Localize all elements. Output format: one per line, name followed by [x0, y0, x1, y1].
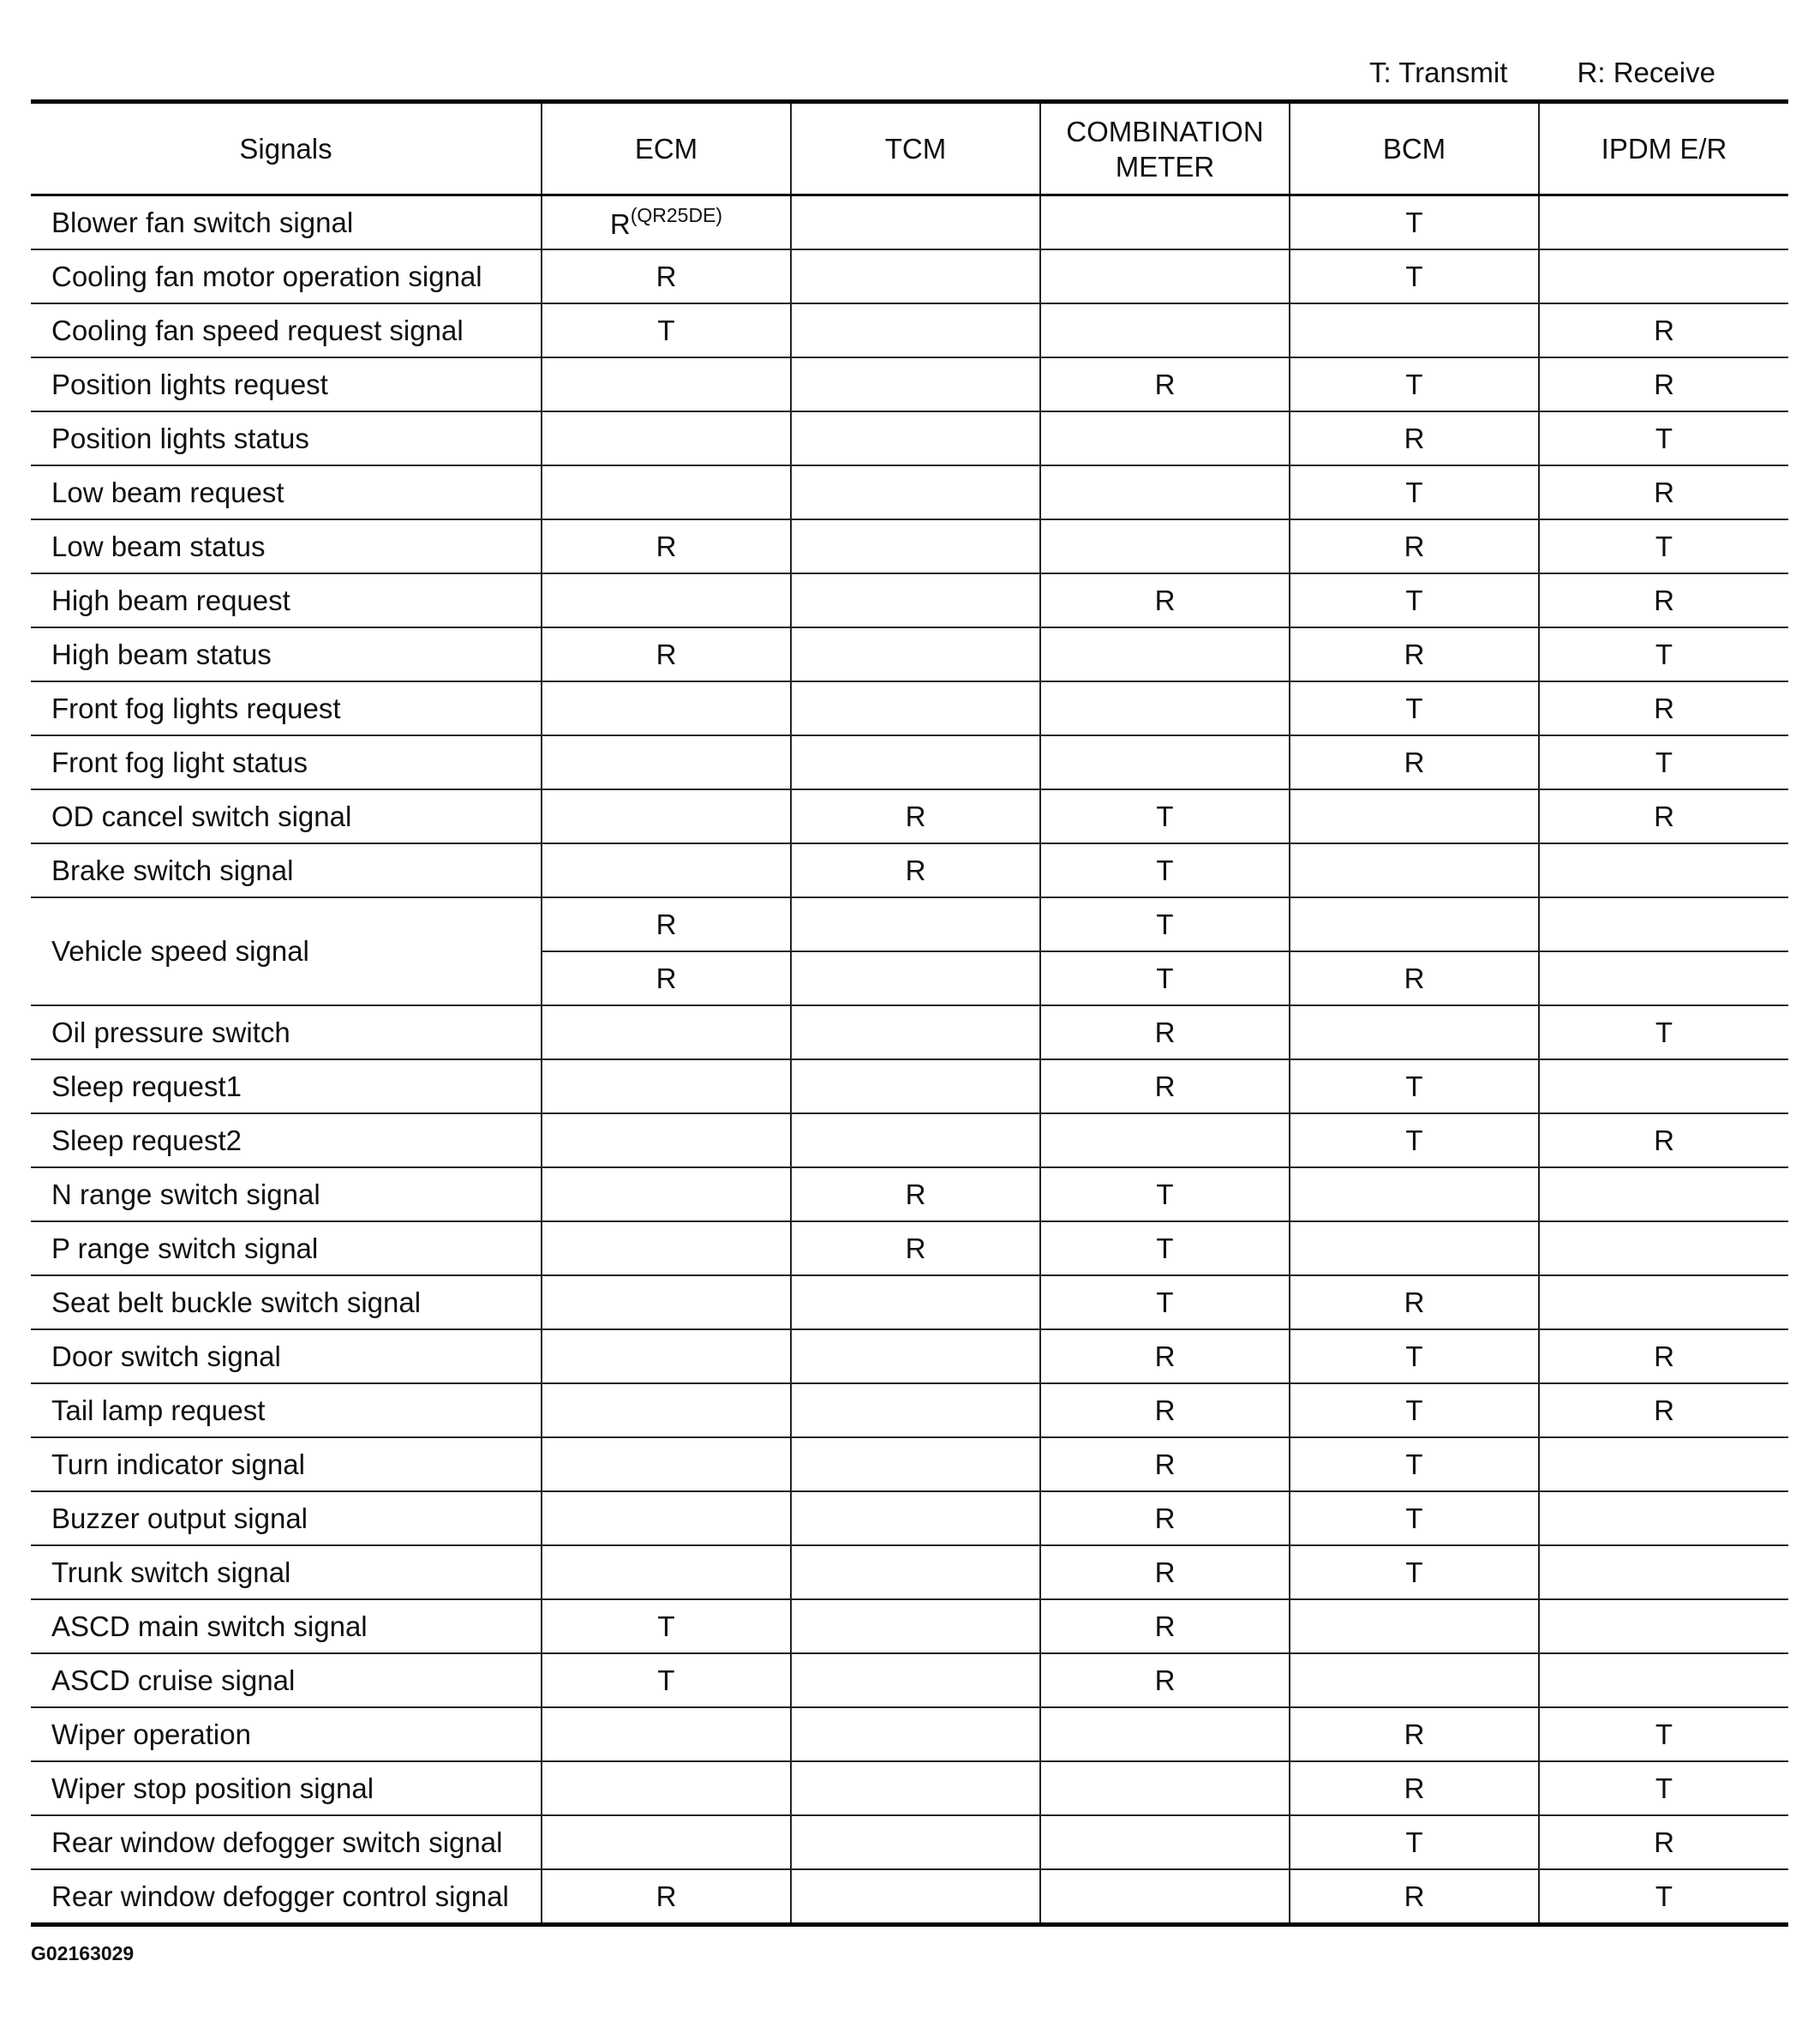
ipdm-cell: R — [1539, 303, 1788, 357]
bcm-cell: R — [1290, 735, 1539, 789]
table-row — [31, 735, 1788, 789]
tcm-cell — [791, 1059, 1040, 1113]
meter-cell — [1040, 1707, 1290, 1761]
ecm-cell — [542, 1167, 791, 1221]
ecm-cell — [542, 1221, 791, 1275]
table-row — [31, 897, 1788, 951]
ipdm-cell: T — [1539, 735, 1788, 789]
table-row — [31, 465, 1788, 519]
meter-cell — [1040, 1761, 1290, 1815]
tcm-cell — [791, 735, 1040, 789]
meter-cell — [1040, 195, 1290, 250]
tcm-cell — [791, 681, 1040, 735]
signal-name: Front fog lights request — [31, 681, 542, 735]
ecm-cell — [542, 1815, 791, 1869]
signal-name: Trunk switch signal — [31, 1545, 542, 1599]
bcm-cell: T — [1290, 681, 1539, 735]
signal-name: ASCD cruise signal — [31, 1653, 542, 1707]
meter-cell: R — [1040, 1653, 1290, 1707]
ecm-cell: R — [542, 951, 791, 1005]
signal-name: High beam request — [31, 573, 542, 627]
tcm-cell — [791, 465, 1040, 519]
bcm-cell — [1290, 1221, 1539, 1275]
bcm-cell: T — [1290, 573, 1539, 627]
bcm-cell — [1290, 303, 1539, 357]
signal-name: Turn indicator signal — [31, 1437, 542, 1491]
ecm-cell — [542, 735, 791, 789]
ipdm-cell — [1539, 897, 1788, 951]
tcm-cell — [791, 357, 1040, 411]
bcm-cell: R — [1290, 951, 1539, 1005]
ecm-cell: R — [542, 627, 791, 681]
bcm-cell: T — [1290, 249, 1539, 303]
meter-cell — [1040, 681, 1290, 735]
ecm-cell — [542, 1383, 791, 1437]
tcm-cell — [791, 1437, 1040, 1491]
meter-cell: T — [1040, 1221, 1290, 1275]
signal-name: Rear window defogger switch signal — [31, 1815, 542, 1869]
meter-cell: R — [1040, 1545, 1290, 1599]
ecm-cell: T — [542, 303, 791, 357]
meter-cell — [1040, 1869, 1290, 1925]
ipdm-cell: R — [1539, 1383, 1788, 1437]
ecm-cell — [542, 1491, 791, 1545]
table-row — [31, 303, 1788, 357]
ipdm-cell: T — [1539, 1761, 1788, 1815]
ecm-cell: T — [542, 1653, 791, 1707]
ipdm-cell — [1539, 1167, 1788, 1221]
table-row — [31, 195, 1788, 250]
header-bcm: BCM — [1290, 102, 1539, 195]
tcm-cell: R — [791, 843, 1040, 897]
can-signal-table — [31, 99, 1788, 1927]
header-ipdm: IPDM E/R — [1539, 102, 1788, 195]
meter-cell: R — [1040, 1383, 1290, 1437]
tcm-cell: R — [791, 789, 1040, 843]
table-row — [31, 1545, 1788, 1599]
ipdm-cell — [1539, 249, 1788, 303]
meter-cell: R — [1040, 573, 1290, 627]
meter-cell — [1040, 303, 1290, 357]
table-header-row — [31, 102, 1788, 195]
tcm-cell — [791, 1599, 1040, 1653]
meter-cell — [1040, 519, 1290, 573]
ipdm-cell — [1539, 1545, 1788, 1599]
table-row — [31, 1815, 1788, 1869]
tcm-cell: R — [791, 1167, 1040, 1221]
tcm-cell — [791, 411, 1040, 465]
header-tcm: TCM — [791, 102, 1040, 195]
ipdm-cell — [1539, 1221, 1788, 1275]
tcm-cell — [791, 897, 1040, 951]
table-row — [31, 249, 1788, 303]
ipdm-cell — [1539, 1059, 1788, 1113]
ipdm-cell: T — [1539, 519, 1788, 573]
ecm-cell — [542, 411, 791, 465]
ecm-cell: T — [542, 1599, 791, 1653]
tcm-cell — [791, 1545, 1040, 1599]
meter-cell — [1040, 627, 1290, 681]
tcm-cell — [791, 1329, 1040, 1383]
ecm-cell — [542, 681, 791, 735]
meter-cell — [1040, 1815, 1290, 1869]
header-meter-line2: METER — [1115, 150, 1215, 183]
table-row — [31, 1275, 1788, 1329]
ecm-cell: R — [542, 1869, 791, 1925]
tcm-cell — [791, 573, 1040, 627]
table-row — [31, 1437, 1788, 1491]
signal-name: OD cancel switch signal — [31, 789, 542, 843]
bcm-cell — [1290, 1653, 1539, 1707]
ecm-cell — [542, 1437, 791, 1491]
ipdm-cell: T — [1539, 1005, 1788, 1059]
signal-name: Front fog light status — [31, 735, 542, 789]
meter-cell — [1040, 1113, 1290, 1167]
signal-name: Buzzer output signal — [31, 1491, 542, 1545]
signal-name: Seat belt buckle switch signal — [31, 1275, 542, 1329]
meter-cell: R — [1040, 1329, 1290, 1383]
ecm-value: R — [609, 208, 631, 240]
tcm-cell — [791, 519, 1040, 573]
meter-cell: R — [1040, 1437, 1290, 1491]
ecm-cell — [542, 1275, 791, 1329]
bcm-cell — [1290, 843, 1539, 897]
bcm-cell: T — [1290, 1113, 1539, 1167]
ipdm-cell: R — [1539, 789, 1788, 843]
meter-cell: R — [1040, 1599, 1290, 1653]
figure-id: G02163029 — [31, 1942, 135, 1964]
bcm-cell: T — [1290, 1059, 1539, 1113]
ipdm-cell — [1539, 195, 1788, 250]
signal-name: Cooling fan speed request signal — [31, 303, 542, 357]
signal-name: Wiper stop position signal — [31, 1761, 542, 1815]
ipdm-cell: R — [1539, 1329, 1788, 1383]
tcm-cell — [791, 1275, 1040, 1329]
ipdm-cell — [1539, 843, 1788, 897]
signal-name: Oil pressure switch — [31, 1005, 542, 1059]
ipdm-cell — [1539, 1653, 1788, 1707]
signal-name: Rear window defogger control signal — [31, 1869, 542, 1925]
meter-cell: T — [1040, 897, 1290, 951]
legend-receive: R: Receive — [1577, 57, 1715, 88]
table-row — [31, 573, 1788, 627]
signal-name: High beam status — [31, 627, 542, 681]
bcm-cell: T — [1290, 357, 1539, 411]
bcm-cell: T — [1290, 1329, 1539, 1383]
bcm-cell — [1290, 897, 1539, 951]
bcm-cell: T — [1290, 195, 1539, 250]
ipdm-cell — [1539, 1437, 1788, 1491]
table-row — [31, 1491, 1788, 1545]
signal-name: Tail lamp request — [31, 1383, 542, 1437]
bcm-cell — [1290, 1599, 1539, 1653]
meter-cell — [1040, 735, 1290, 789]
meter-cell — [1040, 249, 1290, 303]
tcm-cell — [791, 951, 1040, 1005]
bcm-cell: T — [1290, 1491, 1539, 1545]
meter-cell: T — [1040, 1167, 1290, 1221]
signal-name: Low beam request — [31, 465, 542, 519]
bcm-cell: R — [1290, 1275, 1539, 1329]
tcm-cell — [791, 1653, 1040, 1707]
ipdm-cell: T — [1539, 1707, 1788, 1761]
signal-name: Vehicle speed signal — [31, 897, 542, 1005]
table-row — [31, 1329, 1788, 1383]
table-row — [31, 1869, 1788, 1925]
tcm-cell — [791, 1383, 1040, 1437]
bcm-cell: T — [1290, 1383, 1539, 1437]
signal-name: Cooling fan motor operation signal — [31, 249, 542, 303]
table-row — [31, 1113, 1788, 1167]
ecm-cell — [542, 573, 791, 627]
tcm-cell — [791, 1869, 1040, 1925]
table-row — [31, 1599, 1788, 1653]
ipdm-cell: R — [1539, 465, 1788, 519]
ipdm-cell: R — [1539, 357, 1788, 411]
meter-cell: T — [1040, 843, 1290, 897]
ipdm-cell — [1539, 951, 1788, 1005]
header-combination-meter — [1040, 102, 1290, 195]
bcm-cell — [1290, 1167, 1539, 1221]
table-row — [31, 1761, 1788, 1815]
ipdm-cell — [1539, 1599, 1788, 1653]
ipdm-cell: T — [1539, 627, 1788, 681]
bcm-cell: T — [1290, 1815, 1539, 1869]
ecm-cell — [542, 1005, 791, 1059]
table-row — [31, 1221, 1788, 1275]
signal-name: Low beam status — [31, 519, 542, 573]
bcm-cell: T — [1290, 1545, 1539, 1599]
signal-name: Sleep request2 — [31, 1113, 542, 1167]
signal-name: Position lights request — [31, 357, 542, 411]
ecm-cell — [542, 1545, 791, 1599]
ipdm-cell: R — [1539, 573, 1788, 627]
bcm-cell — [1290, 1005, 1539, 1059]
table-row — [31, 627, 1788, 681]
header-meter-line1: COMBINATION — [1066, 115, 1264, 147]
tcm-cell — [791, 1491, 1040, 1545]
ecm-cell — [542, 1059, 791, 1113]
legend-transmit: T: Transmit — [1369, 57, 1508, 88]
signal-name: Sleep request1 — [31, 1059, 542, 1113]
ecm-cell — [542, 1329, 791, 1383]
meter-cell — [1040, 465, 1290, 519]
tcm-cell — [791, 249, 1040, 303]
tcm-cell: R — [791, 1221, 1040, 1275]
bcm-cell: T — [1290, 1437, 1539, 1491]
meter-cell: R — [1040, 1059, 1290, 1113]
meter-cell: R — [1040, 1005, 1290, 1059]
tcm-cell — [791, 1005, 1040, 1059]
signal-name: P range switch signal — [31, 1221, 542, 1275]
meter-cell: T — [1040, 789, 1290, 843]
signal-name: Position lights status — [31, 411, 542, 465]
table-row — [31, 1383, 1788, 1437]
ipdm-cell: R — [1539, 1815, 1788, 1869]
ecm-cell — [542, 465, 791, 519]
table-row — [31, 519, 1788, 573]
ipdm-cell — [1539, 1491, 1788, 1545]
meter-cell: T — [1040, 1275, 1290, 1329]
ecm-cell: R — [542, 249, 791, 303]
ecm-cell — [542, 1761, 791, 1815]
table-row — [31, 789, 1788, 843]
signal-name: Blower fan switch signal — [31, 195, 542, 250]
bcm-cell: R — [1290, 411, 1539, 465]
table-row — [31, 1707, 1788, 1761]
ecm-cell: R — [542, 519, 791, 573]
table-row — [31, 1059, 1788, 1113]
meter-cell — [1040, 411, 1290, 465]
tcm-cell — [791, 1815, 1040, 1869]
table-row — [31, 357, 1788, 411]
legend — [1369, 57, 1715, 89]
ipdm-cell: R — [1539, 1113, 1788, 1167]
ipdm-cell: T — [1539, 1869, 1788, 1925]
tcm-cell — [791, 627, 1040, 681]
header-ecm: ECM — [542, 102, 791, 195]
ipdm-cell — [1539, 1275, 1788, 1329]
tcm-cell — [791, 1761, 1040, 1815]
header-signals: Signals — [31, 102, 542, 195]
tcm-cell — [791, 1707, 1040, 1761]
tcm-cell — [791, 195, 1040, 250]
table-row — [31, 411, 1788, 465]
table-row — [31, 1167, 1788, 1221]
ecm-cell — [542, 1113, 791, 1167]
signal-name: Wiper operation — [31, 1707, 542, 1761]
tcm-cell — [791, 303, 1040, 357]
ecm-cell — [542, 195, 791, 250]
table-row — [31, 1653, 1788, 1707]
signal-name: Door switch signal — [31, 1329, 542, 1383]
meter-cell: T — [1040, 951, 1290, 1005]
bcm-cell: R — [1290, 1707, 1539, 1761]
bcm-cell: T — [1290, 465, 1539, 519]
signal-name: ASCD main switch signal — [31, 1599, 542, 1653]
table-row — [31, 1005, 1788, 1059]
ecm-cell — [542, 357, 791, 411]
table-row — [31, 843, 1788, 897]
ecm-cell — [542, 843, 791, 897]
ipdm-cell: R — [1539, 681, 1788, 735]
ecm-cell: R — [542, 897, 791, 951]
signal-name: N range switch signal — [31, 1167, 542, 1221]
bcm-cell — [1290, 789, 1539, 843]
ecm-cell — [542, 789, 791, 843]
ipdm-cell: T — [1539, 411, 1788, 465]
bcm-cell: R — [1290, 1761, 1539, 1815]
meter-cell: R — [1040, 1491, 1290, 1545]
meter-cell: R — [1040, 357, 1290, 411]
ecm-variant-note: (QR25DE) — [630, 204, 723, 226]
tcm-cell — [791, 1113, 1040, 1167]
ecm-cell — [542, 1707, 791, 1761]
bcm-cell: R — [1290, 519, 1539, 573]
signal-name: Brake switch signal — [31, 843, 542, 897]
bcm-cell: R — [1290, 1869, 1539, 1925]
table-row — [31, 681, 1788, 735]
bcm-cell: R — [1290, 627, 1539, 681]
